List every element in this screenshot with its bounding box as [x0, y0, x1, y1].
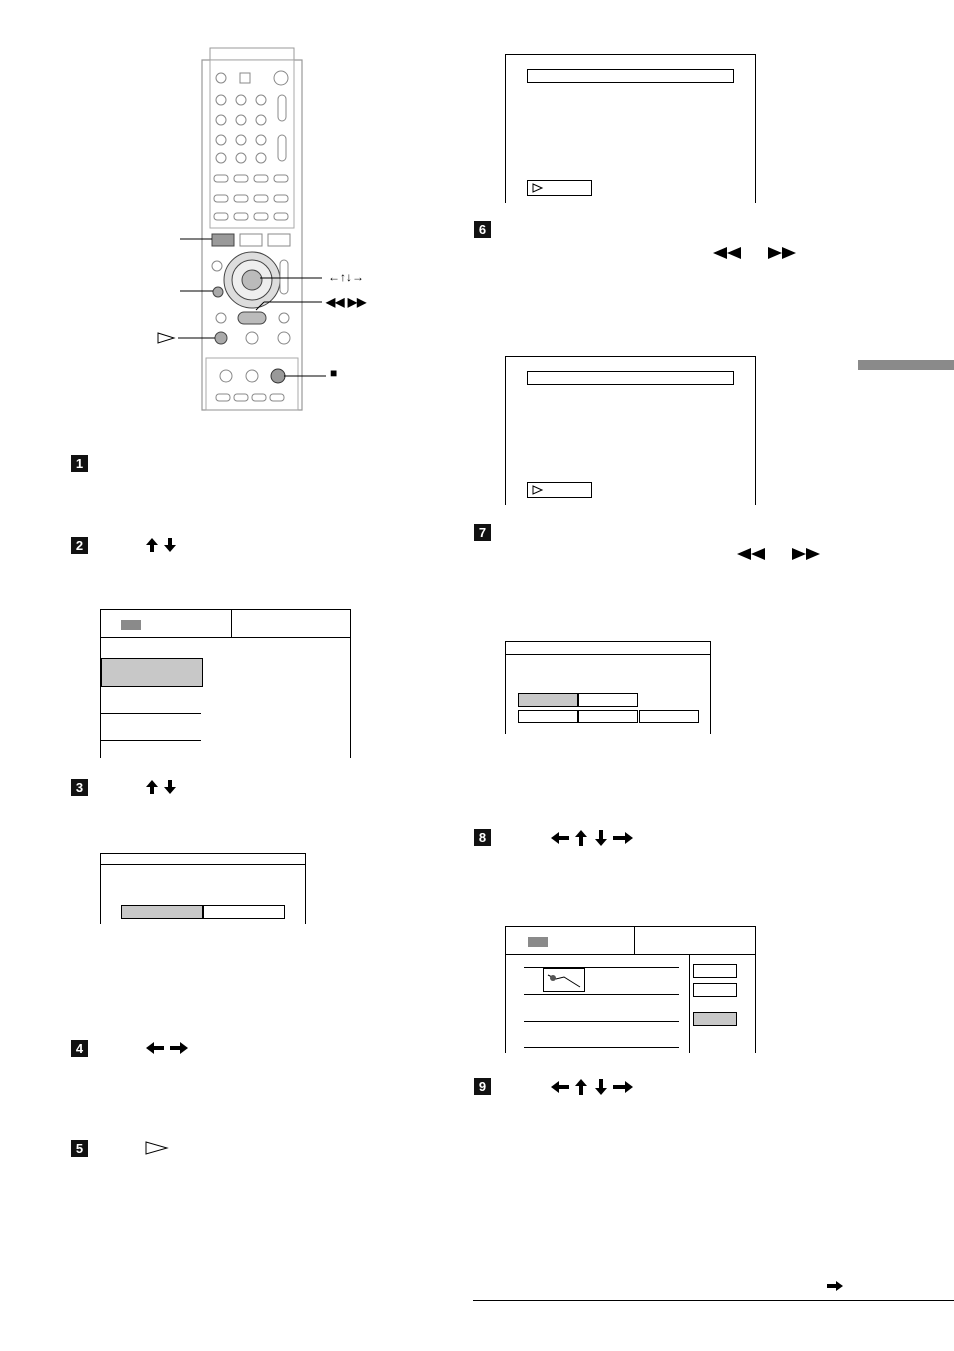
thumbnail [543, 968, 585, 992]
arrow-keys-label: ←↑↓→ [328, 270, 364, 284]
footer-rule [473, 1300, 954, 1301]
rewind-fastforward-icon [736, 547, 826, 561]
play-button[interactable] [527, 482, 592, 498]
side-option-selected[interactable] [693, 1012, 737, 1026]
section-tab [858, 360, 954, 370]
confirm-screen [505, 641, 711, 734]
play-triangle-icon [533, 486, 543, 494]
stop-label: ■ [330, 366, 338, 380]
menu-screen-b [100, 853, 306, 924]
arrow-keys-icon [550, 829, 634, 847]
arrow-keys-icon [550, 1078, 634, 1096]
side-option-1[interactable] [693, 964, 737, 978]
title-list-screen [505, 926, 756, 1053]
option-selected[interactable] [121, 905, 203, 919]
thumbnail-image [544, 969, 584, 991]
up-down-arrows-icon [145, 536, 177, 554]
preview-screen-1 [505, 54, 756, 203]
step-7-badge: 7 [474, 524, 491, 541]
play-button[interactable] [527, 180, 592, 196]
option-b[interactable] [578, 693, 638, 707]
step-1-badge: 1 [71, 455, 88, 472]
title-bar [527, 69, 734, 83]
rewind-fastforward-icon [712, 246, 802, 260]
preview-screen-2 [505, 356, 756, 505]
step-5-badge: 5 [71, 1140, 88, 1157]
menu-screen-a [100, 609, 351, 758]
search-keys-label: ◀◀ ▶▶ [326, 295, 367, 309]
play-triangle-icon [145, 1140, 169, 1156]
remote-control-illustration [140, 40, 400, 420]
highlight-item[interactable] [101, 658, 203, 687]
option-other[interactable] [203, 905, 285, 919]
option-selected[interactable] [518, 693, 578, 707]
step-2-badge: 2 [71, 537, 88, 554]
step-3-badge: 3 [71, 779, 88, 796]
continued-arrow-icon [826, 1280, 844, 1292]
title-bar [527, 371, 734, 385]
step-4-badge: 4 [71, 1040, 88, 1057]
side-option-2[interactable] [693, 983, 737, 997]
step-6-badge: 6 [474, 221, 491, 238]
left-right-arrows-icon [145, 1040, 189, 1056]
disc-icon [528, 937, 548, 947]
up-down-arrows-icon [145, 778, 177, 796]
option-c[interactable] [518, 710, 578, 723]
step-9-badge: 9 [474, 1078, 491, 1095]
disc-icon [121, 620, 141, 630]
play-triangle-icon [533, 184, 543, 192]
option-d[interactable] [578, 710, 638, 723]
step-8-badge: 8 [474, 829, 491, 846]
option-e[interactable] [639, 710, 699, 723]
